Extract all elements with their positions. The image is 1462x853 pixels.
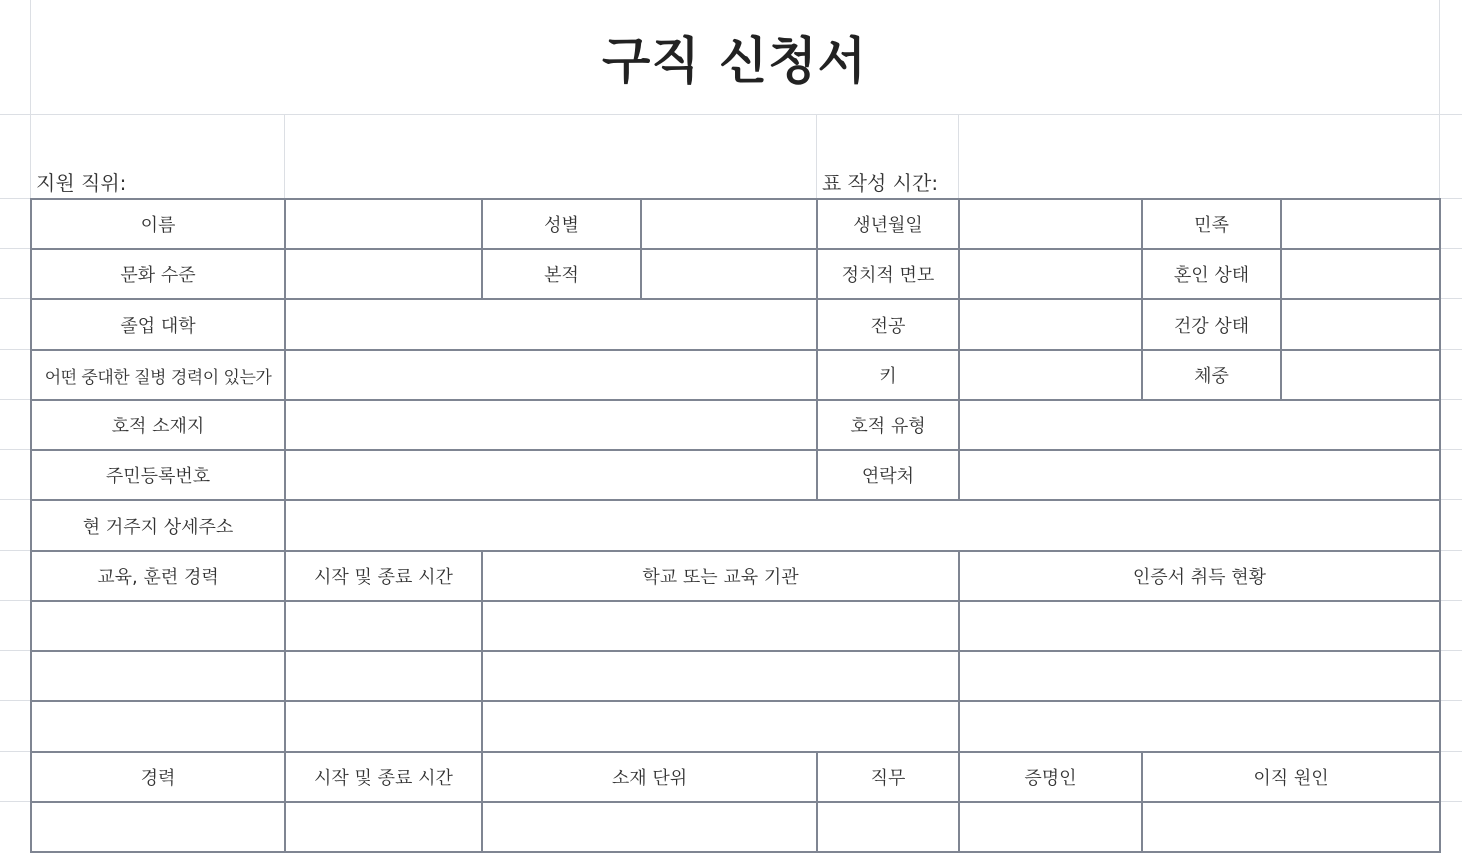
name-field[interactable]: [284, 198, 483, 250]
marital-label: 혼인 상태: [1141, 248, 1282, 300]
education-row-1-certificate[interactable]: [958, 600, 1441, 652]
gender-label: 성별: [481, 198, 642, 250]
weight-field[interactable]: [1280, 349, 1441, 401]
health-field[interactable]: [1280, 298, 1441, 351]
career-row-1-reason[interactable]: [1141, 801, 1441, 853]
origin-label: 본적: [481, 248, 642, 300]
illness-label: 어떤 중대한 질병 경력이 있는가: [30, 349, 286, 401]
resident-id-field[interactable]: [284, 449, 818, 501]
career-reference-header: 증명인: [958, 751, 1143, 803]
address-field[interactable]: [284, 499, 1441, 552]
origin-field[interactable]: [640, 248, 818, 300]
contact-label: 연락처: [816, 449, 960, 501]
education-row-2-title[interactable]: [30, 650, 286, 702]
gender-field[interactable]: [640, 198, 818, 250]
political-label: 정치적 면모: [816, 248, 960, 300]
education-row-1-school[interactable]: [481, 600, 960, 652]
major-field[interactable]: [958, 298, 1143, 351]
health-label: 건강 상태: [1141, 298, 1282, 351]
name-label: 이름: [30, 198, 286, 250]
career-company-header: 소재 단위: [481, 751, 818, 803]
career-section-title: 경력: [30, 751, 286, 803]
address-label: 현 거주지 상세주소: [30, 499, 286, 552]
illness-field[interactable]: [284, 349, 818, 401]
registry-type-label: 호적 유형: [816, 399, 960, 451]
position-label: 지원 직위:: [36, 171, 127, 195]
education-certificate-header: 인증서 취득 현황: [958, 550, 1441, 602]
education-level-label: 문화 수준: [30, 248, 286, 300]
height-label: 키: [816, 349, 960, 401]
date-label: 표 작성 시간:: [822, 171, 939, 195]
career-duty-header: 직무: [816, 751, 960, 803]
weight-label: 체중: [1141, 349, 1282, 401]
career-row-1-company[interactable]: [481, 801, 818, 853]
education-section-title: 교육, 훈련 경력: [30, 550, 286, 602]
education-row-1-period[interactable]: [284, 600, 483, 652]
ethnicity-field[interactable]: [1280, 198, 1441, 250]
registry-place-label: 호적 소재지: [30, 399, 286, 451]
contact-field[interactable]: [958, 449, 1441, 501]
marital-field[interactable]: [1280, 248, 1441, 300]
ethnicity-label: 민족: [1141, 198, 1282, 250]
career-row-1-title[interactable]: [30, 801, 286, 853]
education-row-3-period[interactable]: [284, 700, 483, 753]
major-label: 전공: [816, 298, 960, 351]
career-period-header: 시작 및 종료 시간: [284, 751, 483, 803]
page-title: 구직 신청서: [602, 32, 867, 90]
career-row-1-reference[interactable]: [958, 801, 1143, 853]
university-label: 졸업 대학: [30, 298, 286, 351]
birth-label: 생년월일: [816, 198, 960, 250]
career-row-1-period[interactable]: [284, 801, 483, 853]
education-row-1-title[interactable]: [30, 600, 286, 652]
education-row-3-certificate[interactable]: [958, 700, 1441, 753]
education-level-field[interactable]: [284, 248, 483, 300]
university-field[interactable]: [284, 298, 818, 351]
birth-field[interactable]: [958, 198, 1143, 250]
education-period-header: 시작 및 종료 시간: [284, 550, 483, 602]
education-row-2-period[interactable]: [284, 650, 483, 702]
education-row-3-school[interactable]: [481, 700, 960, 753]
registry-type-field[interactable]: [958, 399, 1441, 451]
education-row-3-title[interactable]: [30, 700, 286, 753]
career-row-1-duty[interactable]: [816, 801, 960, 853]
registry-place-field[interactable]: [284, 399, 818, 451]
political-field[interactable]: [958, 248, 1143, 300]
education-row-2-school[interactable]: [481, 650, 960, 702]
height-field[interactable]: [958, 349, 1143, 401]
career-reason-header: 이직 원인: [1141, 751, 1441, 803]
education-school-header: 학교 또는 교육 기관: [481, 550, 960, 602]
education-row-2-certificate[interactable]: [958, 650, 1441, 702]
resident-id-label: 주민등록번호: [30, 449, 286, 501]
